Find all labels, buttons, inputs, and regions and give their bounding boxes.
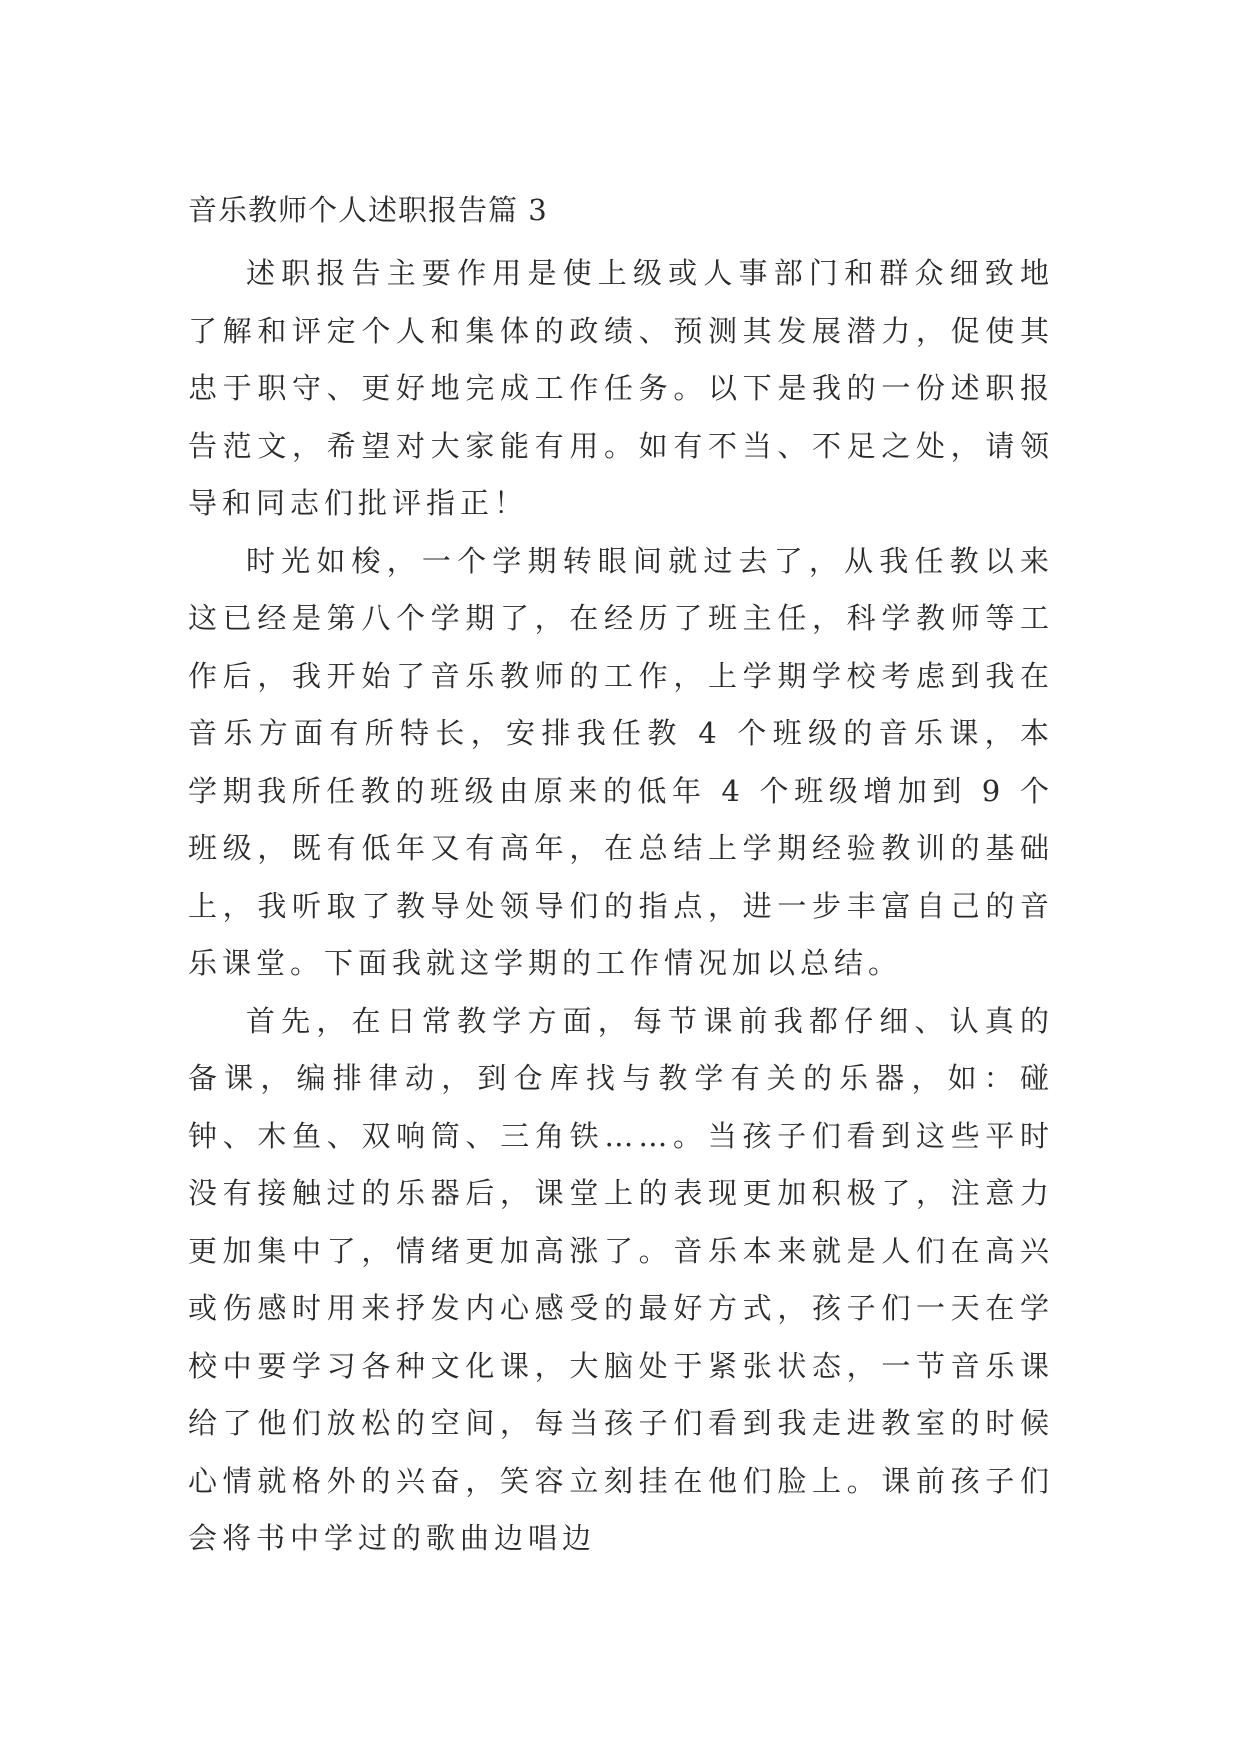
- paragraph-intro: 述职报告主要作用是使上级或人事部门和群众细致地了解和评定个人和集体的政绩、预测其发展潜力，促使其忠于职守、更好地完成工作任务。以下是我的一份述职报告范文，希望对大家能有用。如有不当、不足之处，请领导和同志们批评指正！: [188, 256, 1054, 520]
- paragraph-semester-summary: 时光如梭，一个学期转眼间就过去了，从我任教以来这已经是第八个学期了，在经历了班主任，科学教师等工作后，我开始了音乐教师的工作，上学期学校考虑到我在音乐方面有所特长，安排我任教 4 个班级的音乐课，本学期我所任教的班级由原来的低年 4 个班级增加到 9 个班级，既有低年又有高年，在总结上学期经验教训的基础上，我听取了教导处领导们的指点，进一步丰富自己的音乐课堂。下面我就这学期的工作情况加以总结。: [188, 543, 1054, 980]
- paragraph-daily-teaching: 首先，在日常教学方面，每节课前我都仔细、认真的备课，编排律动，到仓库找与教学有关的乐器，如：碰钟、木鱼、双响筒、三角铁……。当孩子们看到这些平时没有接触过的乐器后，课堂上的表现更加积极了，注意力更加集中了，情绪更加高涨了。音乐本来就是人们在高兴或伤感时用来抒发内心感受的最好方式，孩子们一天在学校中要学习各种文化课，大脑处于紧张状态，一节音乐课给了他们放松的空间，每当孩子们看到我走进教室的时候心情就格外的兴奋，笑容立刻挂在他们脸上。课前孩子们会将书中学过的歌曲边唱边: [188, 1003, 1054, 1555]
- document-body: [188, 190, 1054, 1568]
- document-title: 音乐教师个人述职报告篇 3: [188, 193, 548, 227]
